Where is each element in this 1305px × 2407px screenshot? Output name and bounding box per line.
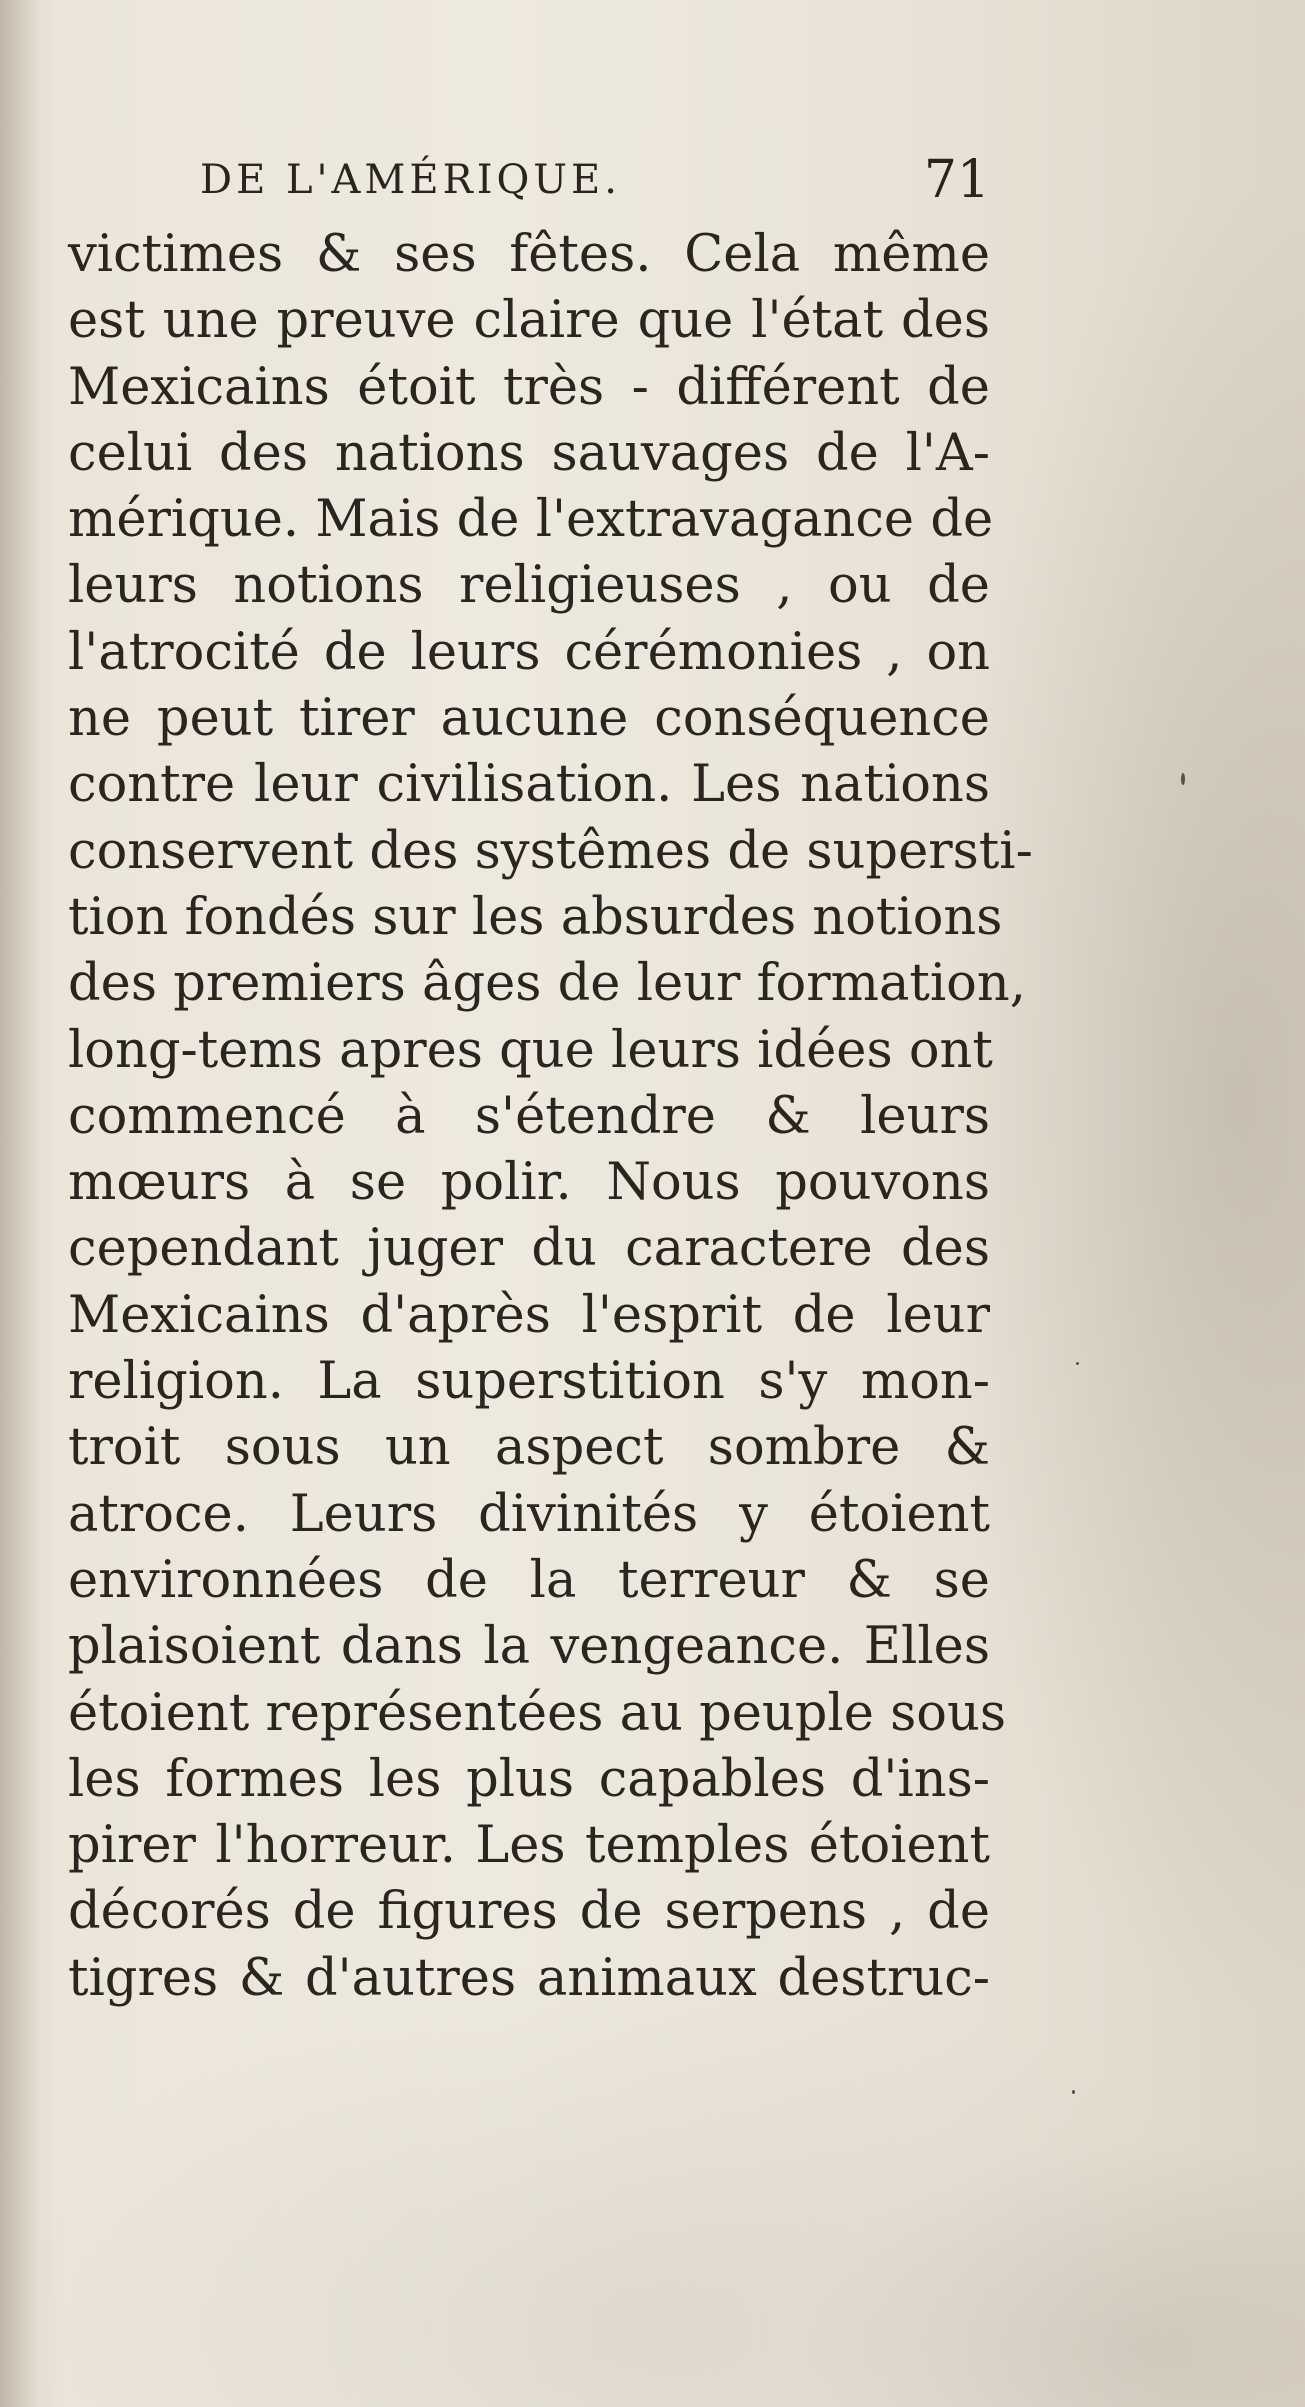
- text-line: tion fondés sur les absurdes notions: [68, 887, 1003, 947]
- running-head: DE L'AMÉRIQUE.: [200, 157, 621, 203]
- text-line: victimes & ses fêtes. Cela même: [68, 225, 990, 284]
- gutter-shadow: [0, 0, 40, 2407]
- text-line: étoient représentées au peuple sous: [68, 1683, 1007, 1743]
- text-line: commencé à s'étendre & leurs: [68, 1086, 990, 1146]
- text-line: religion. La superstition s'y mon-: [68, 1352, 990, 1412]
- text-line: Mexicains étoit très - différent de: [68, 357, 990, 417]
- text-line: décorés de figures de serpens , de: [68, 1882, 990, 1942]
- text-line: celui des nations sauvages de l'A-: [68, 423, 990, 483]
- paper-speck: [1072, 2090, 1075, 2094]
- text-line: Mexicains d'après l'esprit de leur: [68, 1285, 990, 1345]
- text-line: mérique. Mais de l'extravagance de: [68, 490, 994, 550]
- text-line: atroce. Leurs divinités y étoient: [68, 1484, 990, 1544]
- text-line: environnées de la terreur & se: [68, 1550, 990, 1610]
- text-line: leurs notions religieuses , ou de: [68, 556, 990, 616]
- page-header: [200, 150, 990, 210]
- text-line: est une preuve claire que l'état des: [68, 291, 990, 351]
- text-line: pirer l'horreur. Les temples étoient: [68, 1816, 990, 1876]
- paper-speck: [1181, 773, 1185, 785]
- paper-speck: [1076, 1362, 1079, 1365]
- page-number: 71: [923, 150, 990, 210]
- text-line: l'atrocité de leurs cérémonies , on: [68, 622, 990, 682]
- text-line: tigres & d'autres animaux destruc-: [68, 1948, 990, 2008]
- text-line: des premiers âges de leur formation,: [68, 954, 1026, 1014]
- text-line: troit sous un aspect sombre &: [68, 1418, 990, 1478]
- text-line: mœurs à se polir. Nous pouvons: [68, 1153, 990, 1213]
- text-line: ne peut tirer aucune conséquence: [68, 689, 990, 749]
- text-line: conservent des systêmes de supersti-: [68, 821, 1033, 881]
- text-line: plaisoient dans la vengeance. Elles: [68, 1617, 990, 1677]
- text-line: cependant juger du caractere des: [68, 1219, 990, 1279]
- text-line: les formes les plus capables d'ins-: [68, 1749, 990, 1809]
- body-text: [68, 222, 1033, 2012]
- text-line: contre leur civilisation. Les nations: [68, 755, 990, 815]
- text-line: long-tems apres que leurs idées ont: [68, 1020, 993, 1080]
